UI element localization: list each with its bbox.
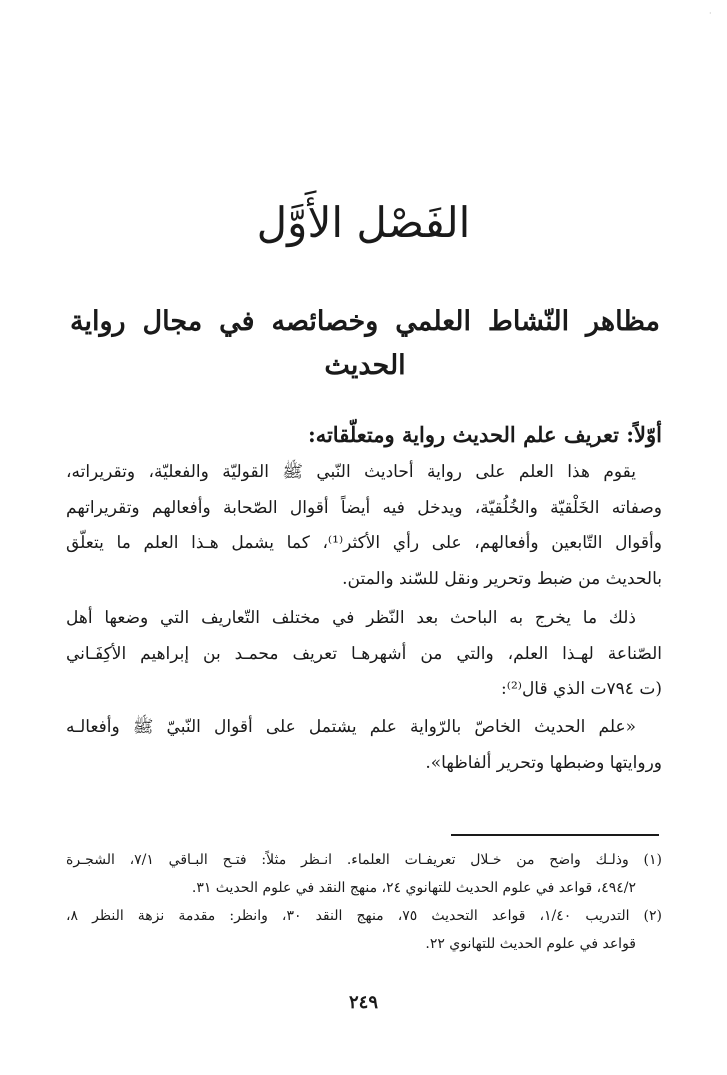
- footnote-line: قواعد في علوم الحديث للتهانوي ٢٢.: [425, 936, 636, 952]
- footnote-line: ٤٩٤/٢، قواعد في علوم الحديث للتهانوي ٢٤، منهج النقد في علوم الحديث ٣١.: [191, 880, 636, 896]
- footnote-line: (١) وذلـك واضح من خـلال تعريفـات العلماء. انـظر مثلاً: فتـح البـاقي ٧/١، الشجـرة: [66, 852, 662, 868]
- paragraph-line: (ت ٧٩٤ت الذي قال⁽²⁾:: [501, 679, 662, 699]
- section-heading-line-2: الحديث: [324, 350, 406, 381]
- footnote-line: (٢) التدريب ١/٤٠، قواعد التحديث ٧٥، منهج النقد ٣٠، وانظر: مقدمة نزهة النظر ٨،: [66, 908, 663, 924]
- paragraph-line: وأقوال التّابعين وأفعالهم، على رأي الأكثر⁽¹⁾، كما يشمل هـذا العلم ما يتعلّق: [66, 533, 662, 553]
- corner-mark: ·: [709, 9, 712, 18]
- section-heading: [70, 300, 660, 388]
- paragraph-line: وصفاته الخَلْقيّة والخُلُقيّة، ويدخل فيه أيضاً أقوال الصّحابة وأفعالهم وتقريراتهم: [66, 497, 662, 518]
- paragraph-line: وروايتها وضبطها وتحرير ألفاظها».: [425, 752, 662, 773]
- paragraph-definitions-source: [66, 601, 662, 708]
- footnote-separator: [451, 834, 659, 836]
- paragraph-line: «علم الحديث الخاصّ بالرّواية علم يشتمل على أقوال النّبيّ ﷺ وأفعالـه: [66, 717, 636, 737]
- paragraph-quotation: [66, 710, 662, 781]
- paragraph-line: ذلك ما يخرج به الباحث بعد النّظر في مختلف التّعاريف التي وضعها أهل: [66, 608, 636, 628]
- page-number: ٢٤٩: [348, 992, 378, 1013]
- paragraph-line: يقوم هذا العلم على رواية أحاديث النّبي ﷺ القوليّة والفعليّة، وتقريراته،: [66, 462, 636, 482]
- paragraph-line: بالحديث من ضبط وتحرير ونقل للسّند والمتن.: [342, 568, 662, 589]
- chapter-title: الفَصْل الأَوَّل: [256, 198, 471, 247]
- paragraph-definition: [66, 455, 662, 597]
- footnotes: [66, 846, 662, 958]
- section-heading-line-1: مظاهر النّشاط العلمي وخصائصه في مجال رواية: [70, 306, 660, 337]
- paragraph-line: الصّناعة لهـذا العلم، والتي من أشهرهـا تعريف محمـد بن إبراهيم الأكِفَـاني: [66, 643, 662, 664]
- subsection-heading: أوّلاً: تعريف علم الحديث رواية ومتعلّقاته:: [307, 422, 662, 447]
